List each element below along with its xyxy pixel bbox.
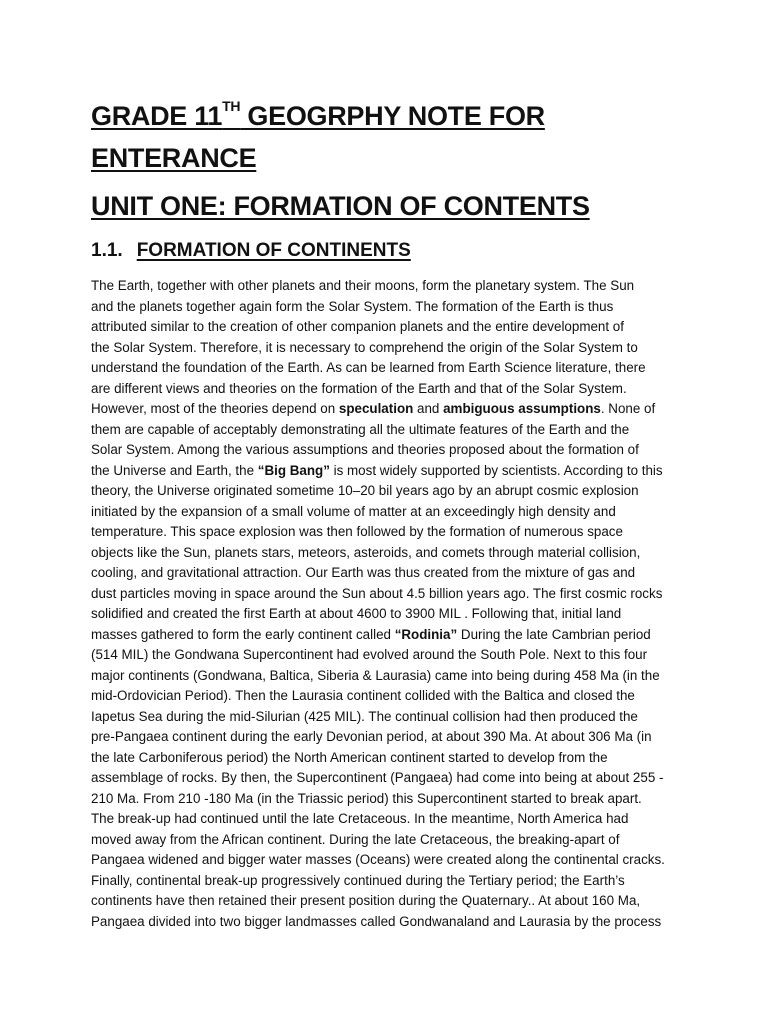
body-line: understand the foundation of the Earth. As can be learned from Earth Science literature, there (91, 360, 646, 375)
unit-heading-text: UNIT ONE: FORMATION OF CONTENTS (91, 191, 590, 221)
body-line: However, most of the theories depend on speculation and ambiguous assumptions. None of (91, 401, 656, 416)
unit-heading (91, 186, 590, 226)
title-superscript: TH (222, 98, 241, 114)
title-line-1 (91, 95, 711, 137)
body-line: Solar System. Among the various assumptions and theories proposed about the formation of (91, 442, 639, 457)
title-grade: GRADE 11 (91, 101, 223, 131)
body-line: Finally, continental break-up progressively continued during the Tertiary period; the Earth’s (91, 872, 625, 888)
body-line: theory, the Universe originated sometime 10–20 bil years ago by an abrupt cosmic explosion (91, 483, 639, 498)
body-line: solidified and created the first Earth at about 4600 to 3900 MIL . Following that, initial land (91, 606, 622, 621)
title-line-2-text: ENTERANCE (91, 143, 257, 173)
body-line: attributed similar to the creation of other companion planets and the entire development of (91, 319, 624, 334)
bold-term: speculation (338, 401, 414, 416)
body-line: assemblage of rocks. By then, the Supercontinent (Pangaea) had come into being at about 255 - (91, 770, 664, 785)
body-line: Iapetus Sea during the mid-Silurian (425 MIL). The continual collision had then produced the (91, 708, 638, 724)
body-paragraph (91, 276, 691, 932)
body-line: The Earth, together with other planets and their moons, form the planetary system. The Sun (91, 278, 635, 293)
section-heading (91, 236, 411, 266)
body-line: cooling, and gravitational attraction. Our Earth was thus created from the mixture of gas and (91, 565, 636, 580)
body-line: are different views and theories on the formation of the Earth and that of the Solar System. (91, 380, 627, 396)
body-line: Pangaea widened and bigger water masses (Oceans) were created along the continental cracks. (91, 852, 665, 867)
body-line: the late Carboniferous period) the North American continent started to develop from the (91, 749, 608, 765)
body-line: initiated by the expansion of a small volume of matter at an exceedingly high density and (91, 503, 616, 519)
section-number: 1.1. (91, 240, 123, 261)
body-line: temperature. This space explosion was then followed by the formation of numerous space (91, 524, 623, 539)
body-line: The break-up had continued until the late Cretaceous. In the meantime, North America had (91, 811, 629, 826)
body-line: 210 Ma. From 210 -180 Ma (in the Triassic period) this Supercontinent started to break apart. (91, 790, 642, 806)
title-rest: GEOGRPHY NOTE FOR (240, 101, 545, 131)
body-line: moved away from the African continent. During the late Cretaceous, the breaking-apart of (91, 831, 620, 847)
bold-term: ambiguous assumptions (443, 401, 601, 416)
body-line: pre-Pangaea continent during the early Devonian period, at about 390 Ma. At about 306 Ma (in (91, 729, 652, 744)
body-line: mid-Ordovician Period). Then the Laurasia continent collided with the Baltica and closed the (91, 688, 635, 703)
body-line: continents have then retained their present position during the Quaternary.. At about 160 Ma, (91, 893, 641, 908)
body-line: (514 MIL) the Gondwana Supercontinent had evolved around the South Pole. Next to this four (91, 647, 648, 662)
title-line-2 (91, 137, 711, 179)
body-line: objects like the Sun, planets stars, meteors, asteroids, and comets through material collision, (91, 544, 641, 560)
bold-term: “Rodinia” (394, 626, 458, 642)
body-line: masses gathered to form the early continent called “Rodinia” During the late Cambrian period (91, 626, 651, 642)
bold-term: “Big Bang” (257, 462, 330, 478)
body-line: major continents (Gondwana, Baltica, Siberia & Laurasia) came into being during 458 Ma (in the (91, 667, 660, 683)
body-line: the Solar System. Therefore, it is necessary to comprehend the origin of the Solar System to (91, 339, 638, 355)
body-line: and the planets together again form the Solar System. The formation of the Earth is thus (91, 298, 614, 314)
document-title (91, 95, 711, 179)
body-line: them are capable of acceptably demonstrating all the ultimate features of the Earth and the (91, 421, 630, 437)
body-line: dust particles moving in space around the Sun about 4.5 billion years ago. The first cosmic rocks (91, 585, 663, 601)
body-line: the Universe and Earth, the “Big Bang” is most widely supported by scientists. According to this (91, 462, 663, 478)
section-title: FORMATION OF CONTINENTS (136, 240, 411, 261)
body-line: Pangaea divided into two bigger landmasses called Gondwanaland and Laurasia by the process (91, 913, 662, 929)
